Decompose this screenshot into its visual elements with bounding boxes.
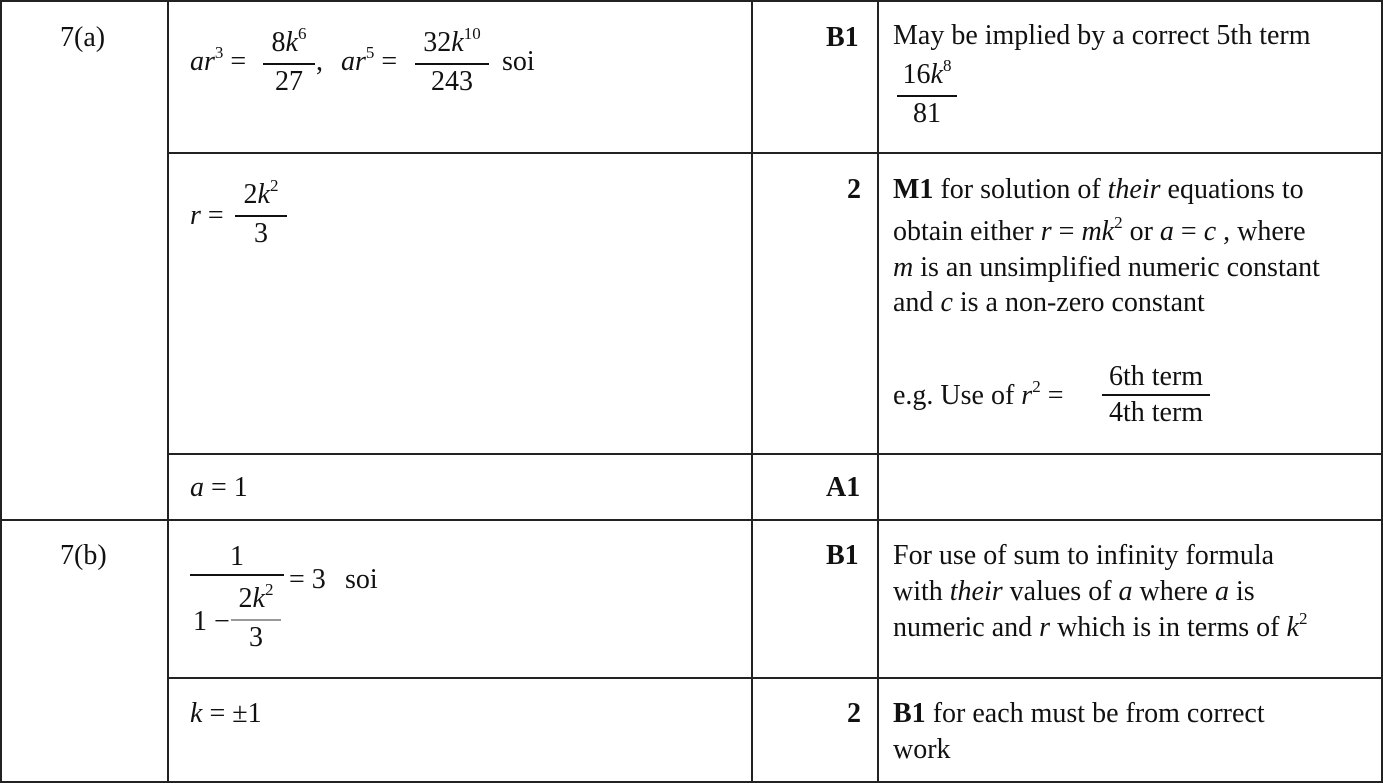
fraction: 1	[190, 540, 284, 610]
mark: B1	[826, 22, 859, 53]
column-divider	[167, 0, 169, 783]
question-label: 7(a)	[60, 22, 106, 53]
fraction: $2k^2$ 3	[235, 178, 287, 251]
answer-7b-row2: k = ±1	[190, 698, 262, 729]
mark: B1	[826, 540, 859, 571]
fraction: 6th term 4th term	[1102, 360, 1210, 430]
mark: 2	[847, 174, 861, 205]
column-divider	[751, 0, 753, 783]
row-divider	[168, 453, 1383, 455]
fraction: $2k^2$ 3	[231, 582, 281, 655]
row-divider	[168, 152, 1383, 154]
guidance: May be implied by a correct 5th term	[893, 20, 1311, 51]
question-label: 7(b)	[60, 540, 107, 571]
fraction: $8k^6$ 27	[263, 26, 315, 99]
fraction: $16k^8$ 81	[897, 58, 957, 131]
table-border-top	[0, 0, 1383, 2]
row-divider	[168, 677, 1383, 679]
mark: A1	[826, 472, 861, 503]
mark: 2	[847, 698, 861, 729]
table-border-left	[0, 0, 2, 783]
question-divider	[0, 519, 1383, 521]
column-divider	[877, 0, 879, 783]
fraction: $32k^{10}$ 243	[415, 26, 489, 99]
answer-7a-row3: a = 1	[190, 472, 248, 503]
